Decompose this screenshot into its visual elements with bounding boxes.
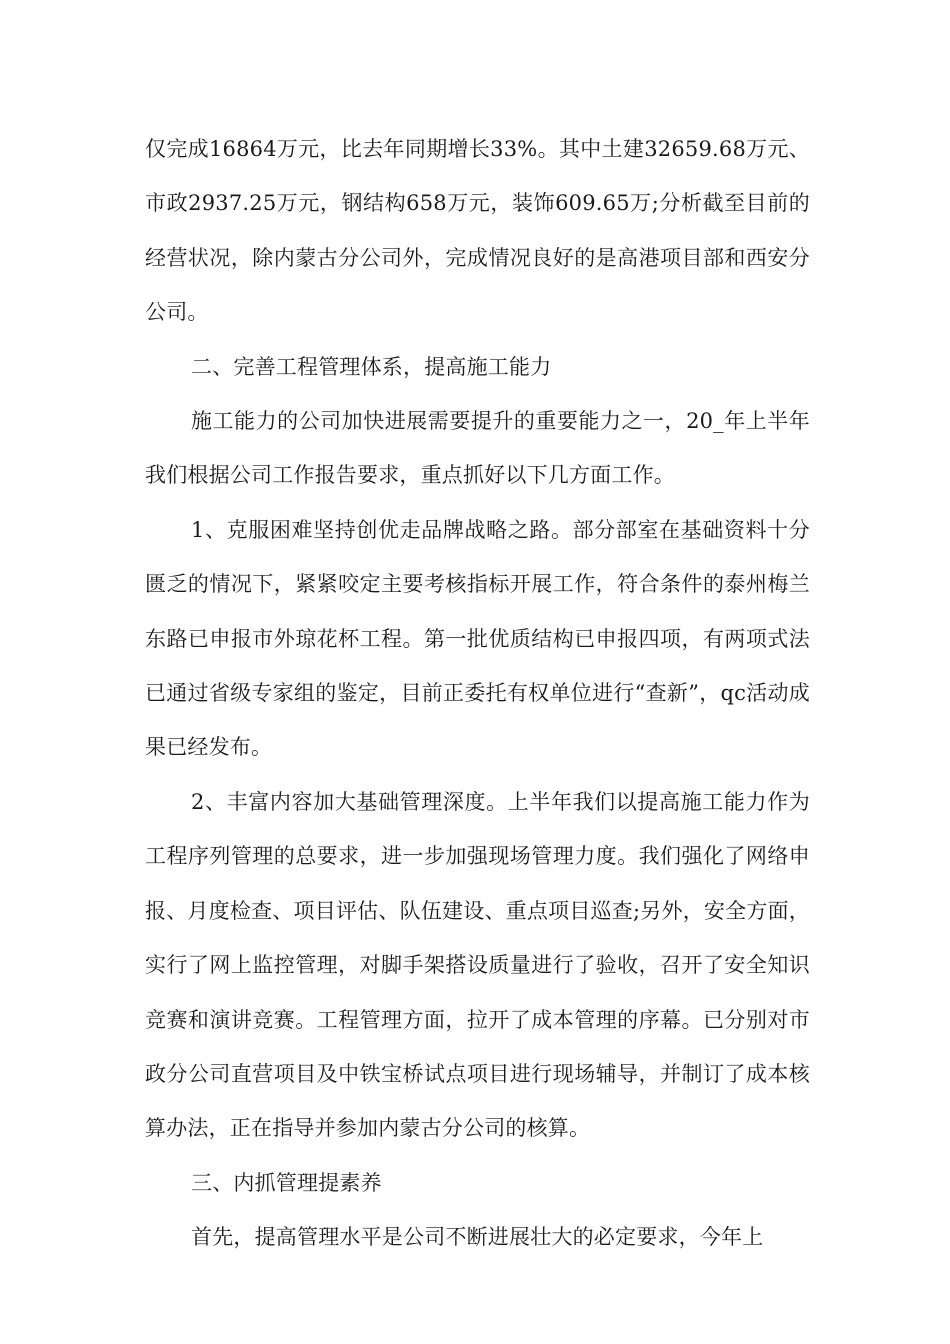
section-heading-internal-management: 三、内抓管理提素养	[191, 1170, 382, 1195]
paragraph-construction-capacity: 施工能力的公司加快进展需要提升的重要能力之一，20_年上半年我们根据公司工作报告要求，重点抓好以下几方面工作。	[145, 409, 810, 488]
paragraph-management-level: 首先，提高管理水平是公司不断进展壮大的必定要求，今年上	[191, 1225, 764, 1250]
paragraph-brand-strategy: 1、克服困难坚持创优走品牌战略之路。部分部室在基础资料十分匮乏的情况下，紧紧咬定主要考核指标开展工作，符合条件的泰州梅兰东路已申报市外琼花杯工程。第一批优质结构已申报四项，有两项式法已通过省级专家组的鉴定，目前正委托有权单位进行“查新”，qc活动成果已经发布。	[145, 517, 810, 760]
section-heading-engineering: 二、完善工程管理体系，提高施工能力	[191, 354, 552, 379]
paragraph-revenue-summary: 仅完成16864万元，比去年同期增长33%。其中土建32659.68万元、市政2937.25万元，钢结构658万元，装饰609.65万;分析截至目前的经营状况，除内蒙古分公司外，完成情况良好的是高港项目部和西安分公司。	[145, 137, 810, 325]
paragraph-basic-management: 2、丰富内容加大基础管理深度。上半年我们以提高施工能力作为工程序列管理的总要求，进一步加强现场管理力度。我们强化了网络申报、月度检查、项目评估、队伍建设、重点项目巡查;另外，安全方面，实行了网上监控管理，对脚手架搭设质量进行了验收，召开了安全知识竞赛和演讲竞赛。工程管理方面，拉开了成本管理的序幕。已分别对市政分公司直营项目及中铁宝桥试点项目进行现场辅导，并制订了成本核算办法，正在指导并参加内蒙古分公司的核算。	[145, 789, 810, 1141]
document-body	[145, 122, 810, 1265]
